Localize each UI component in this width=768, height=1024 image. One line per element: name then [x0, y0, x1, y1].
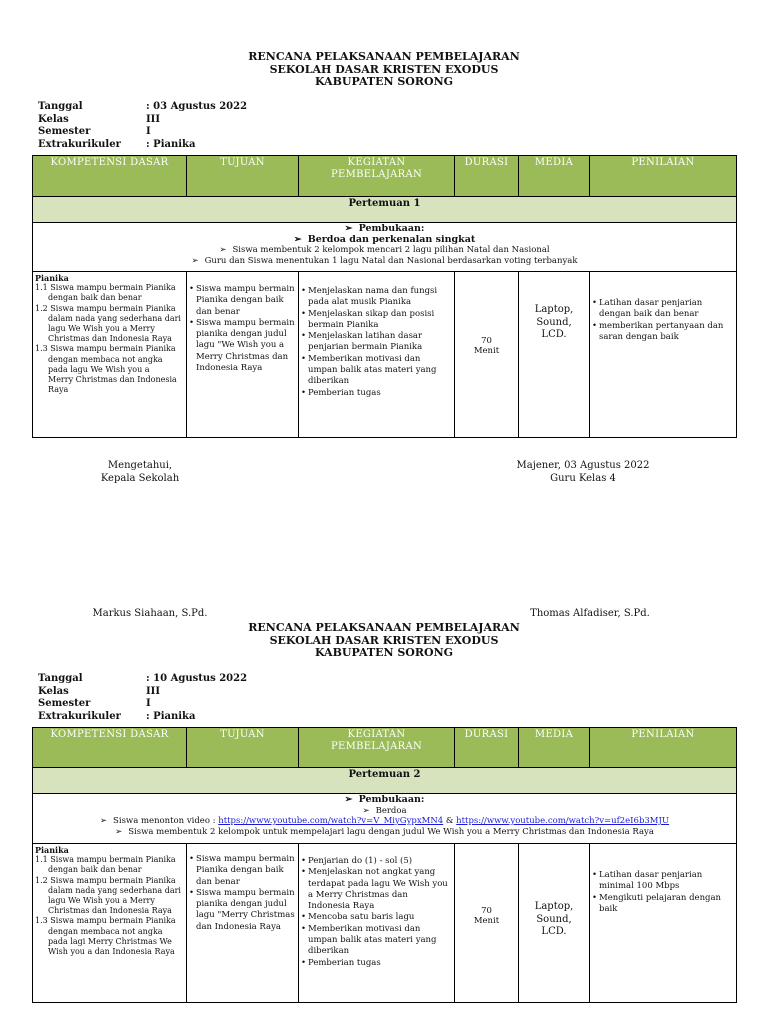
header-media: MEDIA [519, 156, 590, 197]
durasi-unit: Menit [473, 346, 500, 356]
header-durasi: DURASI [455, 156, 519, 197]
media-item: LCD. [541, 329, 567, 340]
meta-row-extrakurikuler [38, 711, 247, 724]
sign-left-line: Kepala Sekolah [100, 472, 180, 484]
title-line: SEKOLAH DASAR KRISTEN EXODUS [269, 62, 499, 76]
kegiatan-item: • Mencoba satu baris lagu [308, 912, 452, 923]
meeting-row [33, 768, 737, 794]
kd-title: Pianika [35, 845, 69, 855]
kd-text: Siswa mampu bermain Pianika [50, 303, 176, 313]
meta-value: : 10 Agustus 2022 [146, 673, 248, 684]
meta-row-tanggal [38, 673, 247, 686]
kd-cont: lagu We Wish you a Merry [48, 324, 155, 334]
kd-num: 1.3 [35, 344, 48, 354]
kd-text: Siswa mampu bermain Pianika [50, 916, 176, 926]
kd-title: Pianika [35, 273, 69, 283]
document-title [32, 622, 736, 660]
media-item: Laptop, [534, 304, 574, 315]
tujuan-item: • Siswa mampu bermain Pianika dengan baik dan benar [196, 284, 296, 318]
media-item: Laptop, [534, 901, 574, 912]
kd-cont: Christmas dan Indonesia Raya [48, 334, 172, 344]
sign-left-line: Mengetahui, [107, 460, 173, 471]
sign-right-line: Guru Kelas 4 [550, 472, 616, 484]
kd-cont: dengan baik dan benar [48, 293, 142, 303]
kegiatan-list [301, 856, 452, 969]
meta-key: Tanggal [38, 673, 83, 684]
durasi-unit: Menit [473, 916, 500, 926]
content-row [33, 844, 737, 1003]
meeting-label: Pertemuan 1 [33, 197, 737, 223]
meta-value: : 03 Agustus 2022 [146, 101, 248, 112]
video-amp: & [445, 816, 454, 826]
meta-row-kelas [38, 686, 247, 699]
opening-row [33, 794, 737, 844]
kd-item [35, 855, 184, 865]
kd-item [35, 876, 184, 886]
opening-item [35, 827, 734, 838]
kd-cont: Wish you a dan Indonesia Raya [48, 947, 175, 957]
meta-info [38, 673, 247, 723]
media-item: Sound, [536, 316, 572, 328]
arrow-icon: ➢ [362, 805, 370, 816]
kd-cont: lagu We Wish you a Merry [48, 896, 155, 906]
kd-text: Siswa mampu bermain Pianika [50, 283, 176, 293]
header-penilaian: PENILAIAN [590, 728, 737, 768]
kd-cont: dalam nada yang sederhana dari [48, 313, 181, 323]
video-link-2[interactable]: https://www.youtube.com/watch?v=uf2eI6b3MJU [456, 816, 670, 826]
kegiatan-item: • Menjelaskan nama dan fungsi pada alat musik Pianika [308, 286, 452, 309]
kd-text: Siswa mampu bermain Pianika [50, 855, 176, 865]
meta-key: Extrakurikuler [38, 138, 121, 150]
kegiatan-item: • Memberikan motivasi dan umpan balik atas materi yang diberikan [308, 354, 452, 388]
arrow-icon: ➢ [115, 826, 123, 837]
penilaian-cell [590, 844, 737, 1003]
header-kompetensi-dasar: KOMPETENSI DASAR [33, 728, 187, 768]
meta-value: I [146, 126, 151, 137]
kd-text: Siswa mampu bermain Pianika [50, 875, 176, 885]
header-kegiatan: KEGIATAN PEMBELAJARAN [299, 156, 455, 197]
kd-cont: Raya [48, 385, 69, 395]
kd-cont: pada lagi Merry Christmas We [48, 936, 172, 946]
kd-cont: Christmas dan Indonesia Raya [48, 906, 172, 916]
opening-item-text: Siswa membentuk 2 kelompok untuk mempelajari lagu dengan judul We Wish you a Merry Christmas dan Indonesia Raya [128, 826, 654, 837]
tujuan-item: • Siswa mampu bermain pianika dengan judul lagu "Merry Christmas dan Indonesia Raya [196, 888, 296, 933]
tujuan-cell [187, 844, 299, 1003]
rpp-table [32, 727, 737, 1003]
meta-row-semester [38, 698, 247, 711]
opening-title-line [35, 795, 734, 806]
kegiatan-item: • Menjelaskan not angkat yang terdapat pada lagu We Wish you a Merry Christmas dan Indonesia Raya [308, 867, 452, 912]
meta-value: : Pianika [146, 138, 196, 150]
tujuan-item: • Siswa mampu bermain pianika dengan judul lagu "We Wish you a Merry Christmas dan Indonesia Raya [196, 318, 296, 374]
meta-value: III [146, 685, 161, 697]
tujuan-list [189, 854, 296, 933]
opening-cell [33, 794, 737, 844]
opening-item-text: Siswa membentuk 2 kelompok mencari 2 lagu pilihan Natal dan Nasional [232, 245, 550, 255]
kd-cont: dengan membaca not angka [48, 926, 163, 936]
media-item: Sound, [536, 913, 572, 925]
opening-sub: Berdoa [375, 805, 407, 816]
penilaian-item: • Mengikuti pelajaran dengan baik [599, 893, 734, 916]
header-kegiatan: KEGIATAN PEMBELAJARAN [299, 728, 455, 768]
meta-value: I [146, 698, 151, 709]
kd-num: 1.2 [35, 303, 48, 313]
opening-sub-line [35, 806, 734, 817]
title-line: KABUPATEN SORONG [314, 646, 454, 659]
meeting-label: Pertemuan 2 [33, 768, 737, 794]
arrow-icon: ➢ [293, 233, 302, 245]
kd-cont: pada lagu We Wish you a [48, 364, 150, 374]
header-penilaian: PENILAIAN [590, 156, 737, 197]
kd-num: 1.3 [35, 916, 48, 926]
rpp-document-2 [32, 0, 736, 1024]
kd-cont: dalam nada yang sederhana dari [48, 885, 181, 895]
header-tujuan: TUJUAN [187, 728, 299, 768]
media-cell [519, 844, 590, 1003]
durasi-value: 70 [481, 906, 492, 916]
meta-key: Semester [38, 126, 91, 137]
arrow-icon: ➢ [344, 794, 353, 805]
penilaian-list [592, 870, 734, 915]
signature-left-name: Markus Siahaan, S.Pd. [92, 608, 208, 619]
penilaian-item: • memberikan pertanyaan dan saran dengan baik [599, 321, 734, 344]
penilaian-item: • Latihan dasar penjarian minimal 100 Mbps [599, 870, 734, 893]
kd-text: Siswa mampu bermain Pianika [50, 344, 176, 354]
meta-key: Kelas [38, 113, 69, 125]
table-header-row [33, 728, 737, 768]
meta-key: Extrakurikuler [38, 710, 121, 722]
meta-key: Tanggal [38, 101, 83, 112]
video-prefix: Siswa menonton video : [113, 816, 216, 826]
opening-title: Pembukaan: [358, 794, 425, 805]
penilaian-item: • Latihan dasar penjarian dengan baik dan benar [599, 298, 734, 321]
opening-video-line [35, 816, 734, 827]
kegiatan-item: • Penjarian do (1) - sol (5) [308, 856, 452, 867]
title-line: RENCANA PELAKSANAAN PEMBELAJARAN [248, 50, 520, 63]
meta-key: Semester [38, 698, 91, 709]
durasi-cell [455, 844, 519, 1003]
opening-sub: Berdoa dan perkenalan singkat [307, 233, 476, 245]
kd-num: 1.1 [35, 283, 48, 293]
kegiatan-cell [299, 844, 455, 1003]
kegiatan-item: • Pemberian tugas [308, 388, 452, 399]
kegiatan-item: • Memberikan motivasi dan umpan balik atas materi yang diberikan [308, 924, 452, 958]
media-item: LCD. [541, 926, 567, 937]
header-media: MEDIA [519, 728, 590, 768]
kegiatan-item: • Menjelaskan sikap dan posisi bermain Pianika [308, 309, 452, 332]
opening-title: Pembukaan: [358, 223, 425, 234]
kd-num: 1.1 [35, 855, 48, 865]
meta-value: : Pianika [146, 710, 196, 722]
title-line: SEKOLAH DASAR KRISTEN EXODUS [269, 633, 499, 647]
arrow-icon: ➢ [219, 245, 227, 255]
header-kompetensi-dasar: KOMPETENSI DASAR [33, 156, 187, 197]
header-tujuan: TUJUAN [187, 156, 299, 197]
arrow-icon: ➢ [191, 255, 199, 266]
header-durasi: DURASI [455, 728, 519, 768]
kd-cont: dengan membaca not angka [48, 354, 163, 364]
kd-cont: Merry Christmas dan Indonesia [48, 375, 177, 385]
meta-key: Kelas [38, 685, 69, 697]
kegiatan-item: • Menjelaskan latihan dasar penjarian bermain Pianika [308, 331, 452, 354]
signature-right-name: Thomas Alfadiser, S.Pd. [530, 608, 650, 619]
opening-item-text: Guru dan Siswa menentukan 1 lagu Natal dan Nasional berdasarkan voting terbanyak [204, 255, 578, 266]
title-line: KABUPATEN SORONG [314, 75, 454, 88]
arrow-icon: ➢ [344, 223, 353, 234]
meta-value: III [146, 113, 161, 125]
kegiatan-item: • Pemberian tugas [308, 958, 452, 969]
arrow-icon: ➢ [99, 816, 108, 826]
video-link-1[interactable]: https://www.youtube.com/watch?v=V_MiyGypxMN4 [218, 816, 444, 826]
kd-cont: dengan baik dan benar [48, 865, 142, 875]
durasi-value: 70 [481, 336, 492, 346]
kompetensi-dasar-cell [33, 844, 187, 1003]
sign-right-line: Majener, 03 Agustus 2022 [516, 460, 650, 471]
kd-item [35, 916, 184, 926]
tujuan-item: • Siswa mampu bermain Pianika dengan baik dan benar [196, 854, 296, 888]
kd-num: 1.2 [35, 875, 48, 885]
title-line: RENCANA PELAKSANAAN PEMBELAJARAN [248, 621, 520, 634]
